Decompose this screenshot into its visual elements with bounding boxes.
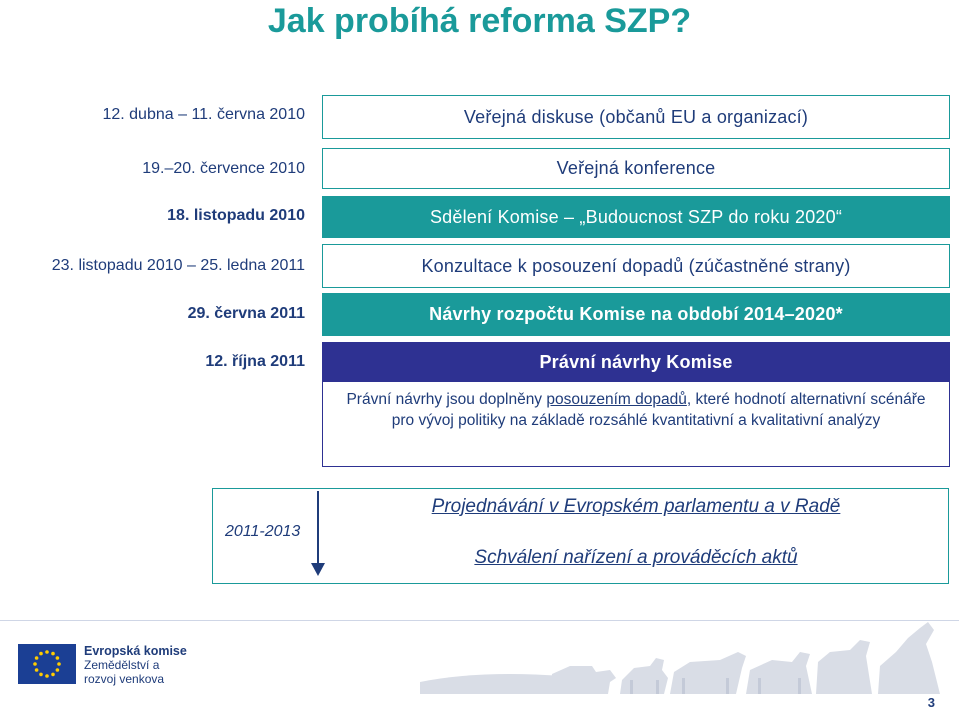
step-legal-proposals: [322, 342, 950, 382]
legal-proposals-detail: [322, 380, 950, 467]
step-conference: [322, 148, 950, 189]
step-communication: [322, 196, 950, 238]
step-consultation: [322, 244, 950, 288]
detail-text-before: Právní návrhy jsou doplněny: [346, 391, 547, 408]
down-arrow-icon: [311, 563, 325, 576]
date-legal-proposals: 12. října 2011: [205, 353, 305, 370]
step-communication-label: Sdělení Komise – „Budoucnost SZP do roku 2020“: [429, 206, 843, 227]
step-consultation-label: Konzultace k posouzení dopadů (zúčastněné strany): [421, 255, 851, 276]
footer-divider: [0, 620, 959, 621]
org-dg-line2: rozvoj venkova: [84, 672, 165, 686]
eu-flag-logo: [18, 644, 76, 684]
step-conference-label: Veřejná konference: [556, 158, 716, 178]
step-budget-label: Návrhy rozpočtu Komise na období 2014–2020*: [429, 304, 843, 324]
eu-stars-icon: [18, 644, 76, 684]
slide-title: Jak probíhá reforma SZP?: [267, 2, 692, 40]
date-consultation: 23. listopadu 2010 – 25. ledna 2011: [51, 257, 305, 274]
step-parliament-council: Projednávání v Evropském parlamentu a v Radě: [431, 496, 841, 517]
date-public-debate: 12. dubna – 11. června 2010: [102, 106, 305, 123]
org-brand: [84, 644, 187, 686]
date-budget: 29. června 2011: [187, 305, 305, 322]
step-budget: [322, 293, 950, 336]
timeline-arrow-line: [317, 491, 319, 565]
step-public-debate: [322, 95, 950, 139]
page-number: 3: [927, 695, 935, 710]
step-approval: Schválení nařízení a prováděcích aktů: [474, 547, 798, 568]
org-dg-line1: Zemědělství a: [84, 658, 160, 672]
org-name: Evropská komise: [84, 644, 187, 658]
step-legal-proposals-label: Právní návrhy Komise: [539, 351, 733, 372]
detail-text-after: , které hodnotí alternativní scénáře pro vývoj politiky na základě rozsáhlé kvantitativní a kvalitativní analýzy: [391, 391, 926, 429]
date-conference: 19.–20. července 2010: [142, 160, 305, 177]
period-label: 2011-2013: [225, 523, 301, 540]
step-public-debate-label: Veřejná diskuse (občanů EU a organizací): [463, 106, 809, 127]
farm-silhouettes-decoration: [420, 622, 959, 694]
impact-assessment-text: posouzením dopadů: [546, 391, 687, 408]
date-communication: 18. listopadu 2010: [167, 207, 305, 224]
